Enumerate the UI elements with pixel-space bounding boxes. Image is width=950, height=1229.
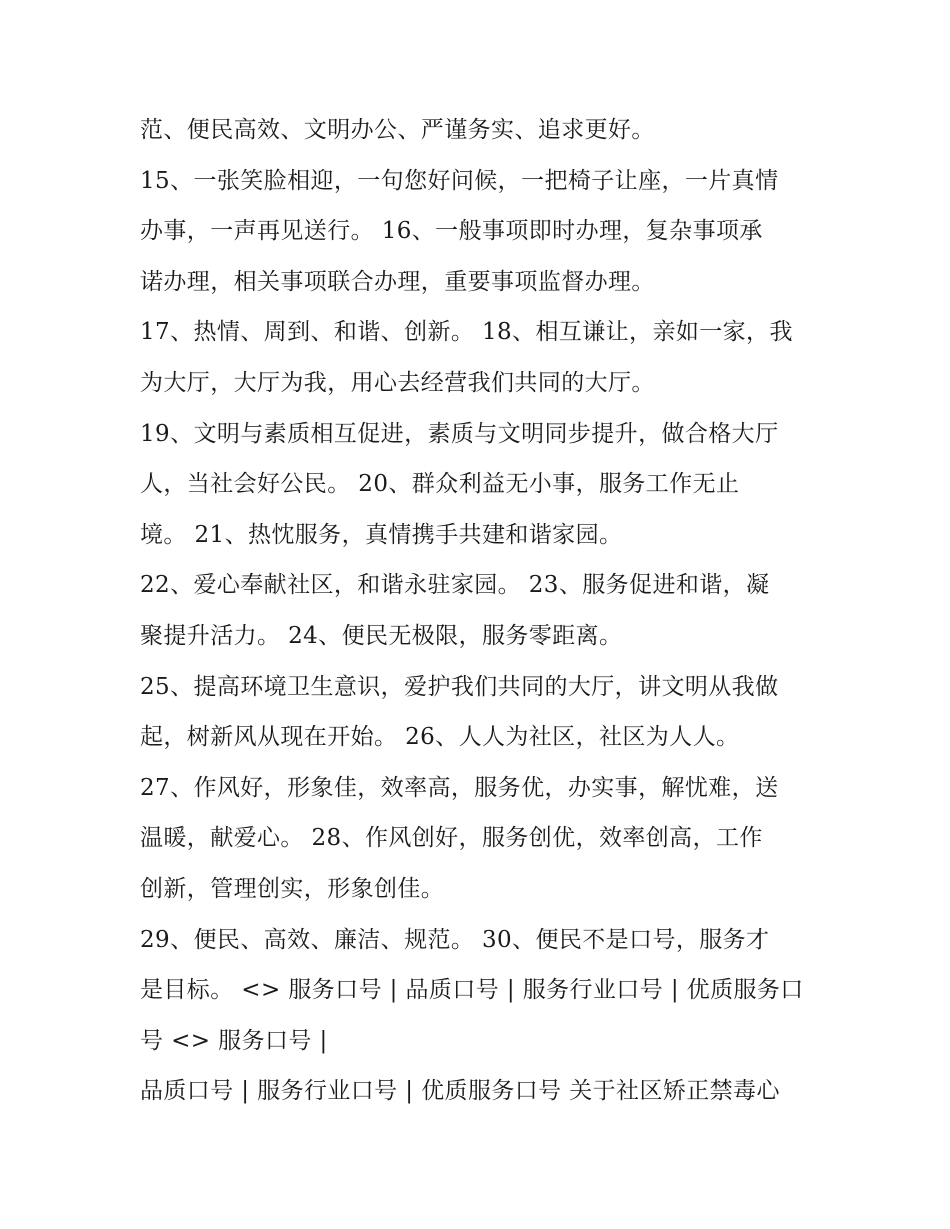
text-line: 诺办理，相关事项联合办理，重要事项监督办理。 [140,268,655,295]
text-line: 19、文明与素质相互促进，素质与文明同步提升，做合格大厅 [140,420,779,447]
body-text [140,105,820,1117]
text-line: 聚提升活力。 24、便民无极限，服务零距离。 [140,622,623,649]
text-line: 27、作风好，形象佳，效率高，服务优，办实事，解忧难，送 [140,774,779,801]
text-line: 22、爱心奉献社区，和谐永驻家园。 23、服务促进和谐，凝 [140,572,770,599]
text-line: 办事，一声再见送行。 16、一般事项即时办理，复杂事项承 [140,218,763,245]
text-line: 25、提高环境卫生意识，爱护我们共同的大厅，讲文明从我做 [140,673,779,700]
text-line: 温暖，献爱心。 28、作风创好，服务创优，效率创高，工作 [140,825,763,852]
text-line: 是目标。 <> 服务口号 | 品质口号 | 服务行业口号 | 优质服务口 [140,977,804,1004]
text-line: 起，树新风从现在开始。 26、人人为社区，社区为人人。 [140,724,740,751]
text-line: 范、便民高效、文明办公、严谨务实、追求更好。 [140,117,655,143]
text-line: 17、热情、周到、和谐、创新。 18、相互谦让，亲如一家，我 [140,319,793,346]
text-line: 15、一张笑脸相迎，一句您好问候，一把椅子让座，一片真情 [140,167,779,194]
text-line: 境。 21、热忱服务，真情携手共建和谐家园。 [140,521,623,548]
text-line: 号 <> 服务口号 | [140,1027,328,1054]
text-line: 29、便民、高效、廉洁、规范。 30、便民不是口号，服务才 [140,926,770,953]
text-line: 为大厅，大厅为我，用心去经营我们共同的大厅。 [140,369,655,396]
text-line: 品质口号 | 服务行业口号 | 优质服务口号 关于社区矫正禁毒心 [140,1078,780,1105]
text-line: 创新，管理创实，形象创佳。 [140,875,445,902]
text-line: 人，当社会好公民。 20、群众利益无小事，服务工作无止 [140,471,740,498]
